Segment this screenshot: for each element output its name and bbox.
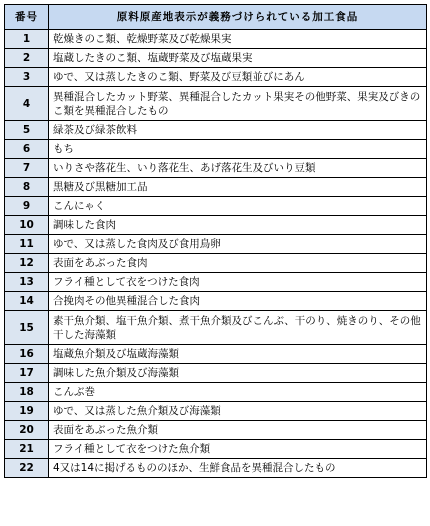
table-row — [5, 49, 427, 68]
table-row — [5, 459, 427, 478]
table-row — [5, 216, 427, 235]
table-row — [5, 121, 427, 140]
row-food-item: 表面をあぶった魚介類 — [49, 421, 427, 440]
table-row — [5, 273, 427, 292]
row-food-item: 表面をあぶった食肉 — [49, 254, 427, 273]
row-number: 14 — [5, 292, 49, 311]
table-row — [5, 30, 427, 49]
row-number: 22 — [5, 459, 49, 478]
row-food-item: 塩蔵魚介類及び塩蔵海藻類 — [49, 345, 427, 364]
row-food-item: こんぶ巻 — [49, 383, 427, 402]
table-body — [5, 30, 427, 478]
row-food-item: もち — [49, 140, 427, 159]
header-title: 原料原産地表示が義務づけられている加工食品 — [49, 5, 427, 30]
row-food-item: フライ種として衣をつけた食肉 — [49, 273, 427, 292]
row-number: 15 — [5, 311, 49, 345]
row-number: 7 — [5, 159, 49, 178]
row-food-item: 緑茶及び緑茶飲料 — [49, 121, 427, 140]
row-food-item: ゆで、又は蒸した魚介類及び海藻類 — [49, 402, 427, 421]
food-origin-table-container — [4, 4, 426, 522]
table-row — [5, 68, 427, 87]
processed-food-table — [4, 4, 427, 478]
row-food-item: 合挽肉その他異種混合した食肉 — [49, 292, 427, 311]
table-header-row — [5, 5, 427, 30]
row-food-item: 乾燥きのこ類、乾燥野菜及び乾燥果実 — [49, 30, 427, 49]
table-row — [5, 178, 427, 197]
table-row — [5, 235, 427, 254]
table-row — [5, 345, 427, 364]
table-row — [5, 159, 427, 178]
table-row — [5, 140, 427, 159]
row-food-item: 調味した魚介類及び海藻類 — [49, 364, 427, 383]
table-row — [5, 364, 427, 383]
row-number: 2 — [5, 49, 49, 68]
row-number: 6 — [5, 140, 49, 159]
table-row — [5, 383, 427, 402]
row-number: 8 — [5, 178, 49, 197]
row-food-item: 黒糖及び黒糖加工品 — [49, 178, 427, 197]
row-food-item: 素干魚介類、塩干魚介類、煮干魚介類及びこんぶ、干のり、焼きのり、その他干した海藻類 — [49, 311, 427, 345]
table-row — [5, 292, 427, 311]
row-number: 18 — [5, 383, 49, 402]
row-food-item: ゆで、又は蒸したきのこ類、野菜及び豆類並びにあん — [49, 68, 427, 87]
row-number: 11 — [5, 235, 49, 254]
row-food-item: 4又は14に掲げるもののほか、生鮮食品を異種混合したもの — [49, 459, 427, 478]
header-number: 番号 — [5, 5, 49, 30]
row-food-item: こんにゃく — [49, 197, 427, 216]
row-number: 12 — [5, 254, 49, 273]
row-number: 16 — [5, 345, 49, 364]
row-number: 3 — [5, 68, 49, 87]
row-number: 4 — [5, 87, 49, 121]
table-row — [5, 197, 427, 216]
row-number: 20 — [5, 421, 49, 440]
row-number: 9 — [5, 197, 49, 216]
row-food-item: フライ種として衣をつけた魚介類 — [49, 440, 427, 459]
row-number: 21 — [5, 440, 49, 459]
table-row — [5, 87, 427, 121]
table-row — [5, 402, 427, 421]
row-food-item: 調味した食肉 — [49, 216, 427, 235]
row-number: 1 — [5, 30, 49, 49]
row-number: 13 — [5, 273, 49, 292]
table-row — [5, 254, 427, 273]
row-food-item: ゆで、又は蒸した食肉及び食用鳥卵 — [49, 235, 427, 254]
row-number: 19 — [5, 402, 49, 421]
row-food-item: いりさや落花生、いり落花生、あげ落花生及びいり豆類 — [49, 159, 427, 178]
table-row — [5, 311, 427, 345]
row-number: 10 — [5, 216, 49, 235]
row-food-item: 異種混合したカット野菜、異種混合したカット果実その他野菜、果実及びきのこ類を異種混合したもの — [49, 87, 427, 121]
row-number: 5 — [5, 121, 49, 140]
table-row — [5, 440, 427, 459]
table-row — [5, 421, 427, 440]
row-food-item: 塩蔵したきのこ類、塩蔵野菜及び塩蔵果実 — [49, 49, 427, 68]
row-number: 17 — [5, 364, 49, 383]
